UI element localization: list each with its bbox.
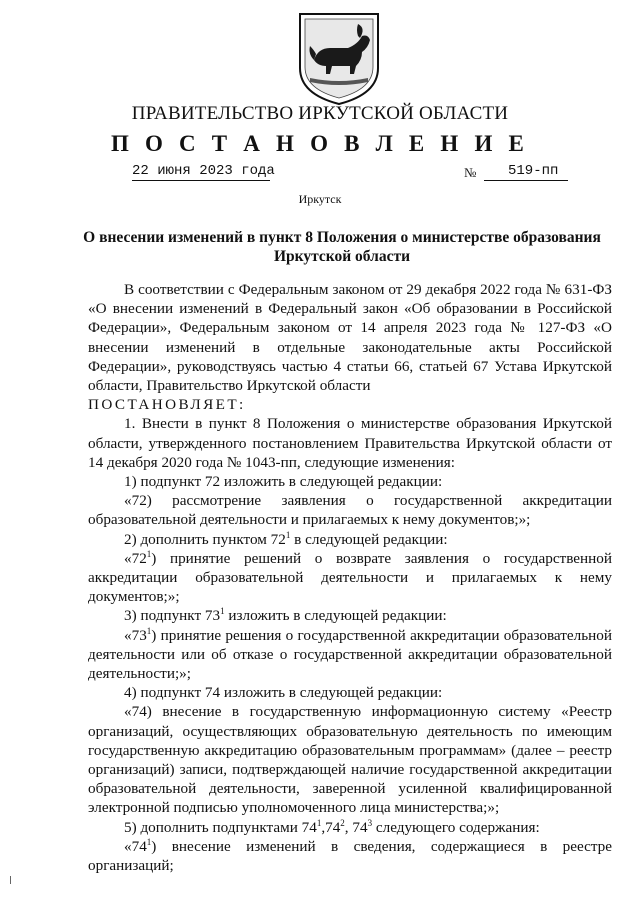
superscript: 2 — [340, 817, 345, 828]
paragraph-10 — [88, 818, 612, 837]
intro-paragraph: В соответствии с Федеральным законом от 29 декабря 2022 года № 631-ФЗ «О внесении изменений в Федеральный закон «Об образовании в Российской Федерации», Федеральным законом от 14 апреля 2023 года № 127-ФЗ «О внесении изменений в отдельные законодательные акты Российской Федерации», руководствуясь частью 4 статьи 66, статьей 67 Устава Иркутской области, Правительство Иркутской области — [88, 281, 612, 395]
paragraph-8: 4) подпункт 74 изложить в следующей редакции: — [124, 684, 443, 702]
paragraph-11 — [88, 837, 612, 875]
superscript: 1 — [146, 625, 152, 636]
superscript: 1 — [146, 548, 152, 559]
paragraph-3: «72) рассмотрение заявления о государственной аккредитации образовательной деятельности и прилагаемых к нему документов;»; — [88, 492, 612, 529]
superscript: 1 — [220, 606, 225, 617]
document-city: Иркутск — [298, 192, 342, 206]
document-date: 22 июня 2023 года — [132, 163, 275, 179]
coat-of-arms-emblem — [296, 8, 382, 106]
paragraph-4 — [88, 530, 612, 549]
paragraph-5-text: «72 — [124, 549, 147, 567]
document-body — [88, 280, 612, 875]
paragraph-2: 1) подпункт 72 изложить в следующей редакции: — [124, 473, 443, 491]
paragraph-11-text-end: ) внесение изменений в сведения, содержащиеся в реестре организаций; — [88, 837, 612, 875]
paragraph-6-text: 3) подпункт 73 — [124, 607, 221, 625]
document-title: О внесении изменений в пункт 8 Положения о министерстве образования Иркутской области — [83, 229, 601, 265]
paragraph-10-text-mid2: , 74 — [344, 818, 368, 836]
paragraph-6 — [88, 606, 612, 625]
paragraph-10-text: 5) дополнить подпунктами 74 — [124, 818, 317, 836]
paragraph-4-text-end: в следующей редакции: — [290, 530, 448, 548]
paragraph-7 — [88, 626, 612, 684]
paragraph-7-text-end: ) принятие решения о государственной аккредитации образовательной деятельности или об отказе о государственной аккредитации образовательной деятельности;»; — [88, 626, 612, 683]
paragraph-10-text-mid: ,74 — [321, 818, 341, 836]
number-sign: № — [464, 165, 477, 180]
number-underline — [484, 180, 568, 181]
document-number: 519-пп — [508, 163, 559, 179]
paragraph-9: «74) внесение в государственную информационную систему «Реестр организаций, осуществляющих образовательную деятельность по имеющим государственную аккредитацию образовательным программам» (далее – реестр организаций) записи, подтверждающей наличие государственной аккредитации образовательной деятельности, заверенной усиленной квалифицированной электронной подписью уполномоченного лица министерства;»; — [88, 703, 612, 817]
paragraph-5-text-end: ) принятие решений о возврате заявления о государственной аккредитации образовательной деятельности и прилагаемых к нему документов;»; — [88, 549, 612, 606]
superscript: 1 — [146, 836, 152, 847]
resolves-heading: ПОСТАНОВЛЯЕТ: — [88, 396, 246, 414]
government-name: ПРАВИТЕЛЬСТВО ИРКУТСКОЙ ОБЛАСТИ — [131, 103, 509, 124]
document-type: П О С Т А Н О В Л Е Н И Е — [110, 131, 530, 156]
superscript: 1 — [285, 529, 291, 540]
superscript: 3 — [367, 817, 373, 828]
paragraph-7-text: «73 — [124, 626, 147, 644]
superscript: 1 — [316, 817, 322, 828]
paragraph-1: 1. Внести в пункт 8 Положения о министерстве образования Иркутской области, утвержденного постановлением Правительства Иркутской области от 14 декабря 2020 года № 1043-пп, следующие изменения: — [88, 415, 612, 471]
paragraph-10-text-end: следующего содержания: — [372, 818, 540, 836]
margin-mark — [10, 876, 11, 884]
paragraph-11-text: «74 — [124, 837, 147, 855]
paragraph-6-text-end: изложить в следующей редакции: — [224, 607, 447, 625]
paragraph-5 — [88, 549, 612, 607]
date-underline — [132, 180, 270, 181]
paragraph-4-text: 2) дополнить пунктом 72 — [124, 530, 286, 548]
